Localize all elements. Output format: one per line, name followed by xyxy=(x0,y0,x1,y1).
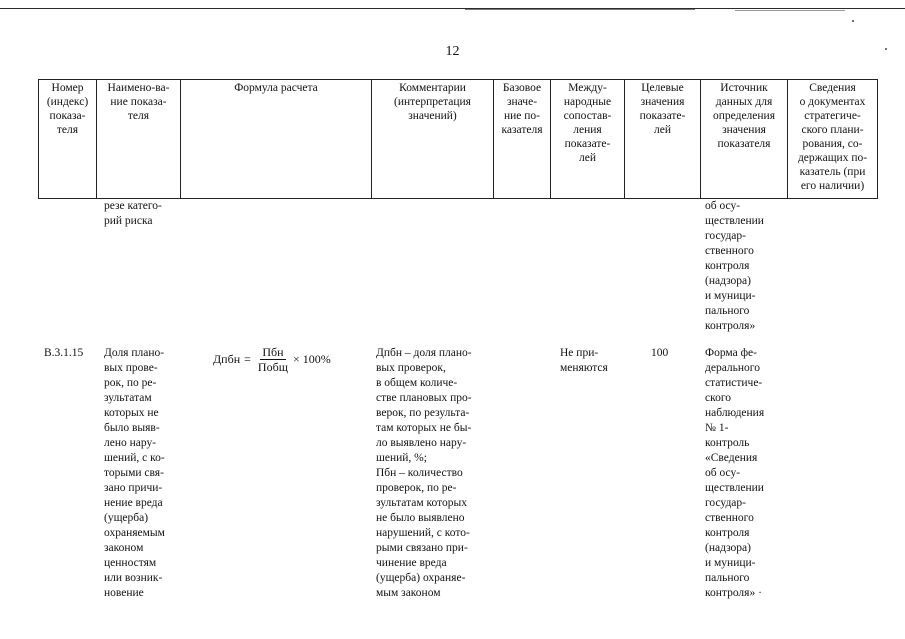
formula-lhs: Дпбн xyxy=(213,352,241,366)
indicator-table-header xyxy=(38,79,878,199)
row-international: Не при- меняются xyxy=(560,347,608,374)
header-comments: Комментарии (интерпретация значений) xyxy=(372,80,494,199)
row-data-source: Форма фе- дерального статистиче- ского наблюдения № 1- контроль «Сведения об осу- ществлении государ- ственного контроля (надзора) и муници- пального контроля» · xyxy=(705,347,765,599)
row-target-value: 100 xyxy=(651,347,669,359)
row-comment: Дпбн – доля плано- вых проверок, в общем количе- стве плановых про- верок, по результа- там которых не бы- ло выявлено нару- шений, %; Пбн – количество проверок, по ре- зультатам которых не было выявлено нарушений, с кото- рыми связано при- чинение вреда (ущерба) охраняе- мым законом xyxy=(376,347,472,599)
header-international: Между- народные сопостав- ления показате- лей xyxy=(551,80,625,199)
page-number: 12 xyxy=(445,44,460,59)
row-formula xyxy=(213,345,331,374)
continued-name-text: резе катего- рий риска xyxy=(104,200,162,227)
formula-equals: = xyxy=(244,352,251,366)
continued-source-text: об осу- ществлении государ- ственного контроля (надзора) и муници- пального контроля» xyxy=(705,200,764,332)
row-index: B.3.1.15 xyxy=(44,347,84,359)
formula-numerator: Пбн xyxy=(262,345,284,359)
header-name: Наимено-ва- ние показа- теля xyxy=(97,80,181,199)
formula-denominator: Побщ xyxy=(257,360,288,374)
header-base-value: Базовое значе- ние по- казателя xyxy=(494,80,551,199)
row-indicator-name: Доля плано- вых прове- рок, по ре- зультатам которых не было выяв- лено нару- шений, с ко- торыми свя- зано причи- нение вреда (ущерба) охраняемым законом ценностям или возник- новение xyxy=(104,347,165,599)
header-index: Номер (индекс) показа- теля xyxy=(39,80,97,199)
header-data-source: Источник данных для определения значения показателя xyxy=(701,80,788,199)
header-formula: Формула расчета xyxy=(181,80,372,199)
formula-tail: × 100% xyxy=(292,352,331,366)
header-strategic-docs: Сведения о документах стратегиче- ского плани- рования, со- держащих по- казатель (при его наличии) xyxy=(788,80,878,199)
formula-fraction xyxy=(256,345,290,374)
header-target-values: Целевые значения показате- лей xyxy=(625,80,701,199)
